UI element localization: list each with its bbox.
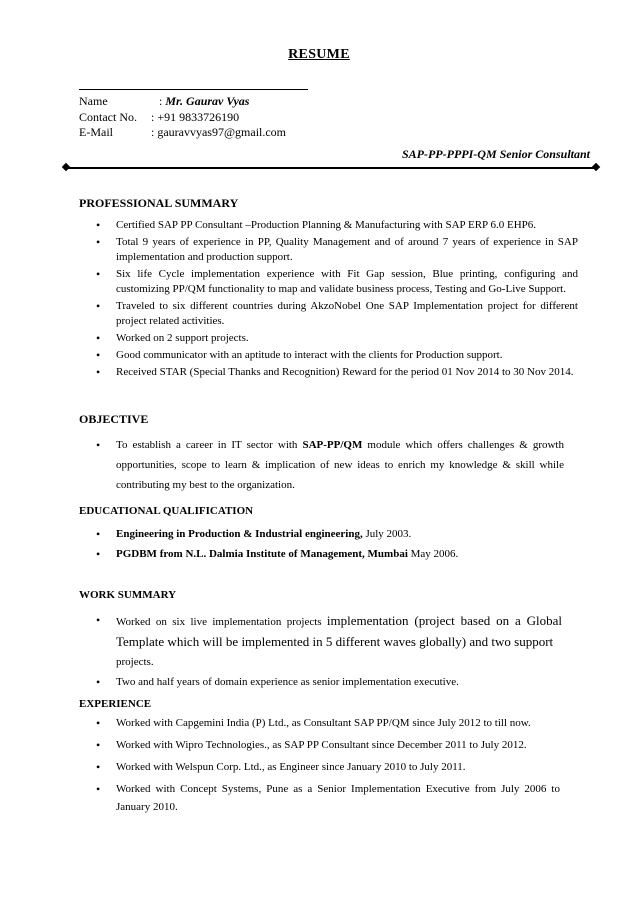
bullet-icon: • [96,782,101,796]
bullet-icon: • [96,365,101,379]
contact-value: : +91 9833726190 [151,110,240,124]
bullet-icon: • [96,348,101,362]
bullet-icon: • [96,716,101,730]
list-item [96,675,562,690]
list-item [96,714,560,732]
name-value [151,94,249,108]
bullet-icon: • [96,218,101,232]
work-text-2: Two and half years of domain experience as senior implementation executive. [116,676,459,688]
name-label: Name [79,94,108,108]
summary-heading: PROFESSIONAL SUMMARY [79,196,239,210]
summary-item-text: Good communicator with an aptitude to interact with the clients for Production support. [116,349,503,361]
list-item [96,527,578,542]
summary-list [96,218,578,380]
bullet-icon: • [96,331,101,345]
bullet-icon: • [96,527,101,541]
bullet-icon: • [96,235,101,249]
name-prefix: : [159,94,166,108]
bullet-icon: • [96,299,101,313]
education-list [96,527,578,562]
email-label: E-Mail [79,125,113,139]
list-item [96,235,578,265]
work-text-c: projects. [116,656,154,668]
education-rest: July 2003. [362,528,412,540]
experience-list [96,714,560,816]
education-heading: EDUCATIONAL QUALIFICATION [79,505,254,517]
contact-label: Contact No. [79,110,137,124]
experience-heading: EXPERIENCE [79,698,152,710]
list-item [96,365,578,380]
list-item [96,611,562,672]
bullet-icon: • [96,613,101,627]
work-text-b: implementation (project based on a Global Template which will be implemented in 5 different waves globally) and two support [116,613,562,649]
bullet-icon: • [96,760,101,774]
objective-bold: SAP-PP/QM [302,439,363,451]
education-bold: Engineering in Production & Industrial engineering, [116,528,363,540]
page-title: RESUME [288,47,350,62]
list-item [96,267,578,297]
work-list [96,611,562,690]
bullet-icon: • [96,547,101,561]
work-heading: WORK SUMMARY [79,589,177,601]
summary-item-text: Certified SAP PP Consultant –Production Planning & Manufacturing with SAP ERP 6.0 EHP6. [116,219,537,231]
experience-item-text: Worked with Welspun Corp. Ltd., as Engineer since January 2010 to July 2011. [116,761,466,773]
summary-item-text: Total 9 years of experience in PP, Quality Management and of around 7 years of experience in SAP implementation and production support. [116,236,578,263]
list-item [96,348,578,363]
email-value: : gauravvyas97@gmail.com [151,125,287,139]
bullet-icon: • [96,738,101,752]
bullet-icon: • [96,438,101,452]
list-item [96,758,560,776]
name-text: Mr. Gaurav Vyas [165,94,250,108]
experience-item-text: Worked with Wipro Technologies., as SAP PP Consultant since December 2011 to July 2012. [116,739,527,751]
education-rest: May 2006. [407,548,459,560]
bullet-icon: • [96,675,101,689]
summary-item-text: Six life Cycle implementation experience with Fit Gap session, Blue printing, configuring and customizing PP/QM functionality to map and validate business process, Testing and Go-Live Support. [116,268,578,295]
objective-pre: To establish a career in IT sector with [116,439,303,451]
section-divider [66,167,596,169]
list-item [96,331,578,346]
list-item [96,736,560,754]
education-bold: PGDBM from N.L. Dalmia Institute of Management, Mumbai [116,548,408,560]
experience-item-text: Worked with Concept Systems, Pune as a Senior Implementation Executive from July 2006 to January 2010. [116,783,560,813]
role-title: SAP-PP-PPPI-QM Senior Consultant [401,147,590,161]
summary-item-text: Received STAR (Special Thanks and Recognition) Reward for the period 01 Nov 2014 to 30 Nov 2014. [116,366,574,378]
summary-item-text: Traveled to six different countries during AkzoNobel One SAP Implementation project for different project related activities. [116,300,578,327]
list-item [96,780,560,816]
objective-list [96,435,564,495]
list-item [96,299,578,329]
list-item [96,218,578,233]
bullet-icon: • [96,267,101,281]
objective-heading: OBJECTIVE [79,412,149,426]
list-item [96,547,578,562]
objective-post: module which offers challenges & growth opportunities, scope to learn & implication of new ideas to enrich my knowledge & skill while contributing my best to the organization. [116,439,564,491]
list-item [96,435,564,495]
summary-item-text: Worked on 2 support projects. [116,332,249,344]
experience-item-text: Worked with Capgemini India (P) Ltd., as Consultant SAP PP/QM since July 2012 to till now. [116,717,531,729]
header-rule [79,89,308,90]
work-text-a: Worked on six live implementation projects [116,616,327,628]
